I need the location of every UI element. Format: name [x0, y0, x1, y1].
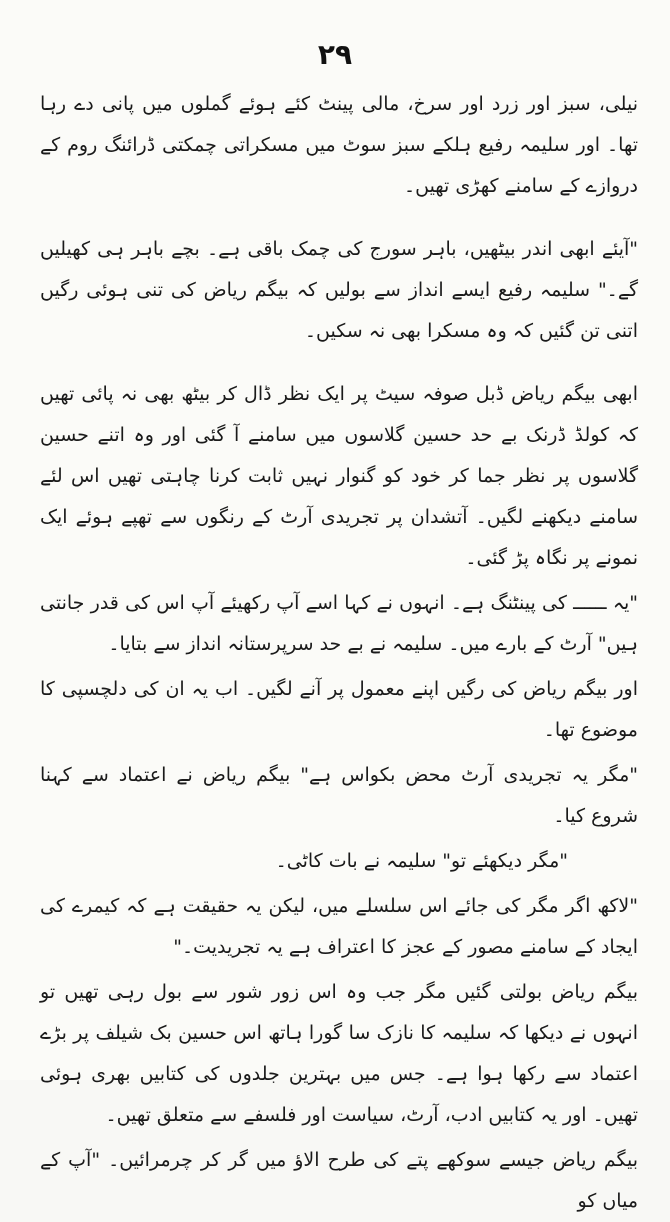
- paragraph: بیگم ریاض بولتی گئیں مگر جب وہ اس زور شور سے بول رہی تھیں تو انہوں نے دیکھا کہ سلیمہ کا نازک سا گورا ہاتھ اس حسین بک شیلف پر بڑے اعتماد سے رکھا ہوا ہے۔ جس میں بہترین جلدوں کی کتابیں بھری ہوئی تھیں۔ اور یہ کتابیں ادب، آرٹ، سیاست اور فلسفے سے متعلق تھیں۔: [40, 981, 638, 1126]
- paragraph: بیگم ریاض جیسے سوکھے پتے کی طرح الاؤ میں گر کر چرمرائیں۔ "آپ کے میاں کو: [40, 1149, 638, 1212]
- page-text-body: [40, 84, 638, 1212]
- paragraph: اور بیگم ریاض کی رگیں اپنے معمول پر آنے لگیں۔ اب یہ ان کی دلچسپی کا موضوع تھا۔: [40, 678, 638, 741]
- paragraph: "یہ ــــــ کی پینٹنگ ہے۔ انہوں نے کہا اسے آپ رکھیئے آپ اس کی قدر جانتی ہیں" آرٹ کے بارے میں۔ سلیمہ نے بے حد سرپرستانہ انداز سے بتایا۔: [40, 592, 638, 655]
- paragraph: "مگر یہ تجریدی آرٹ محض بکواس ہے" بیگم ریاض نے اعتماد سے کہنا شروع کیا۔: [40, 764, 638, 827]
- paragraph: نیلی، سبز اور زرد اور سرخ، مالی پینٹ کئے ہوئے گملوں میں پانی دے رہا تھا۔ اور سلیمہ رفیع ہلکے سبز سوٹ میں مسکراتی چمکتی ڈرائنگ روم کے دروازے کے سامنے کھڑی تھیں۔: [40, 93, 638, 197]
- paragraph: "لاکھ اگر مگر کی جائے اس سلسلے میں، لیکن یہ حقیقت ہے کہ کیمرے کی ایجاد کے سامنے مصور کے عجز کا اعتراف ہے یہ تجریدیت۔": [40, 895, 638, 958]
- paragraph: ابھی بیگم ریاض ڈبل صوفہ سیٹ پر ایک نظر ڈال کر بیٹھ بھی نہ پائی تھیں کہ کولڈ ڈرنک بے حد حسین گلاسوں میں سامنے آ گئی اور وہ اتنے حسین گلاسوں پر نظر جما کر خود کو گنوار نہیں ثابت کرنا چاہتی تھیں اس لئے سامنے دیکھنے لگیں۔ آتشدان پر تجریدی آرٹ کے رنگوں سے تھپے ہوئے ایک نمونے پر نگاہ پڑ گئی۔: [40, 383, 638, 569]
- page-number: ۲۹: [317, 38, 353, 71]
- paragraph: "آیئے ابھی اندر بیٹھیں، باہر سورج کی چمک باقی ہے۔ بچے باہر ہی کھیلیں گے۔" سلیمہ رفیع ایسے انداز سے بولیں کہ بیگم ریاض کی تنی ہوئی رگیں اتنی تن گئیں کہ وہ مسکرا بھی نہ سکیں۔: [40, 238, 638, 342]
- paragraph: "مگر دیکھئے تو" سلیمہ نے بات کاٹی۔: [275, 850, 568, 872]
